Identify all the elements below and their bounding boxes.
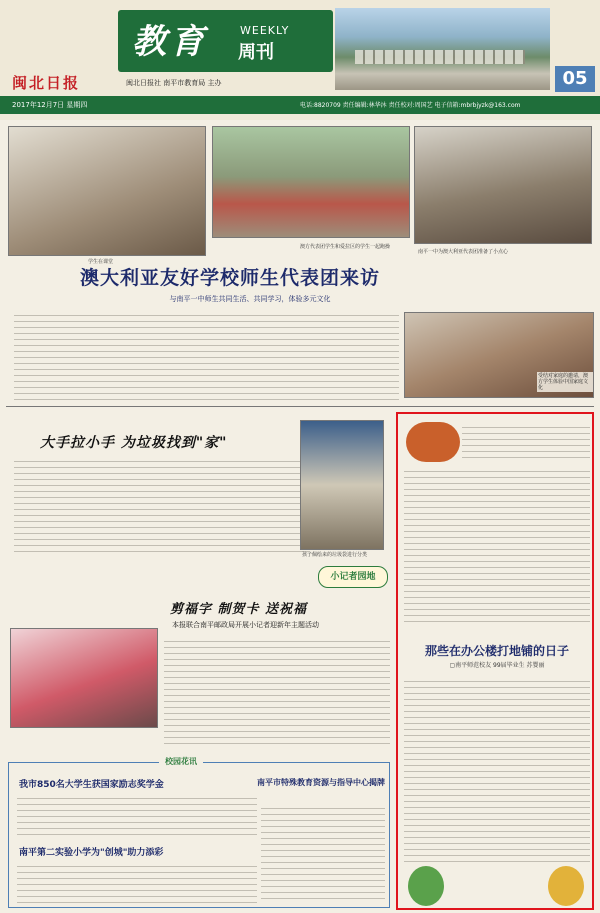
photo-cutting-paper [10, 628, 158, 728]
feature-byline: ▢南平师范校友 99届毕业生 苏婴丽 [449, 662, 545, 669]
lead-headline: 澳大利亚友好学校师生代表团来访 [79, 267, 380, 289]
news-body-scholarship [17, 793, 257, 837]
news-headline-special-ed: 南平市特殊教育资源与指导中心揭牌 [257, 778, 385, 787]
caption-classroom: 学生在课堂 [88, 259, 114, 265]
column-badge: 小记者园地 [318, 566, 388, 588]
lead-body-text [14, 310, 399, 402]
section-title: 教育 [132, 22, 208, 62]
lotus-emblem-icon [406, 422, 460, 462]
photo-snacks [414, 126, 592, 244]
issue-date: 2017年12月7日 星期四 [12, 101, 88, 109]
news-headline-school: 南平第二实验小学为"创城"助力添彩 [19, 848, 164, 858]
story3-subhead: 本报联合南平邮政局开展小记者迎新年主题活动 [172, 621, 319, 629]
story2-headline: 大手拉小手 为垃圾找到"家" [40, 435, 228, 451]
page-number: 05 [555, 66, 595, 92]
feature-body-lower [404, 676, 590, 866]
feature-body-top [462, 422, 590, 462]
photo-running [212, 126, 410, 238]
news-headline-scholarship: 我市850名大学生获国家励志奖学金 [19, 780, 164, 790]
feature-body-upper [404, 466, 590, 626]
contact-info: 电话:8820709 责任编辑:林华沐 责任校对:周国艺 电子信箱:mbrbjyzk@163.com [300, 102, 521, 109]
feature-box [396, 412, 594, 910]
caption-running: 澳方代表团学生和爱拉区的学生一起跑操 [300, 244, 391, 250]
news-body-special-ed [261, 803, 385, 903]
cityscape-image [335, 8, 550, 90]
section-title-sub: 周刊 [238, 42, 274, 63]
feature-headline: 那些在办公楼打地铺的日子 [424, 644, 569, 658]
divider [6, 406, 594, 407]
photo-classroom [8, 126, 206, 256]
section-title-block [118, 10, 333, 72]
photo-sorting-trash [300, 420, 384, 550]
caption-sorting-trash: 孩子佩绘来的垃圾袋进行分类 [302, 552, 368, 558]
caption-snacks: 南平一中为澳大利亚代表团准备了小点心 [418, 249, 509, 255]
story3-body-text [164, 636, 390, 744]
date-strip [0, 96, 600, 114]
story2-body-text [14, 456, 310, 556]
news-box [8, 757, 390, 908]
caption-family-dinner: 受结对家庭的邀请，澳方学生体验中国家庭文化 [537, 372, 593, 392]
organizers: 闽北日报社 南平市教育局 主办 [126, 79, 222, 87]
news-body-school [17, 861, 257, 905]
cartoon-child-icon [408, 866, 444, 906]
paper-logo: 闽北日报 [12, 74, 81, 92]
masthead [0, 0, 600, 120]
section-title-en: WEEKLY [240, 24, 290, 37]
story3-headline: 剪福字 制贺卡 送祝福 [170, 602, 308, 617]
news-box-label: 校园花讯 [159, 756, 203, 767]
cartoon-friend-icon [548, 866, 584, 906]
lead-subhead: 与南平一中师生共同生活、共同学习，体验多元文化 [169, 295, 331, 303]
